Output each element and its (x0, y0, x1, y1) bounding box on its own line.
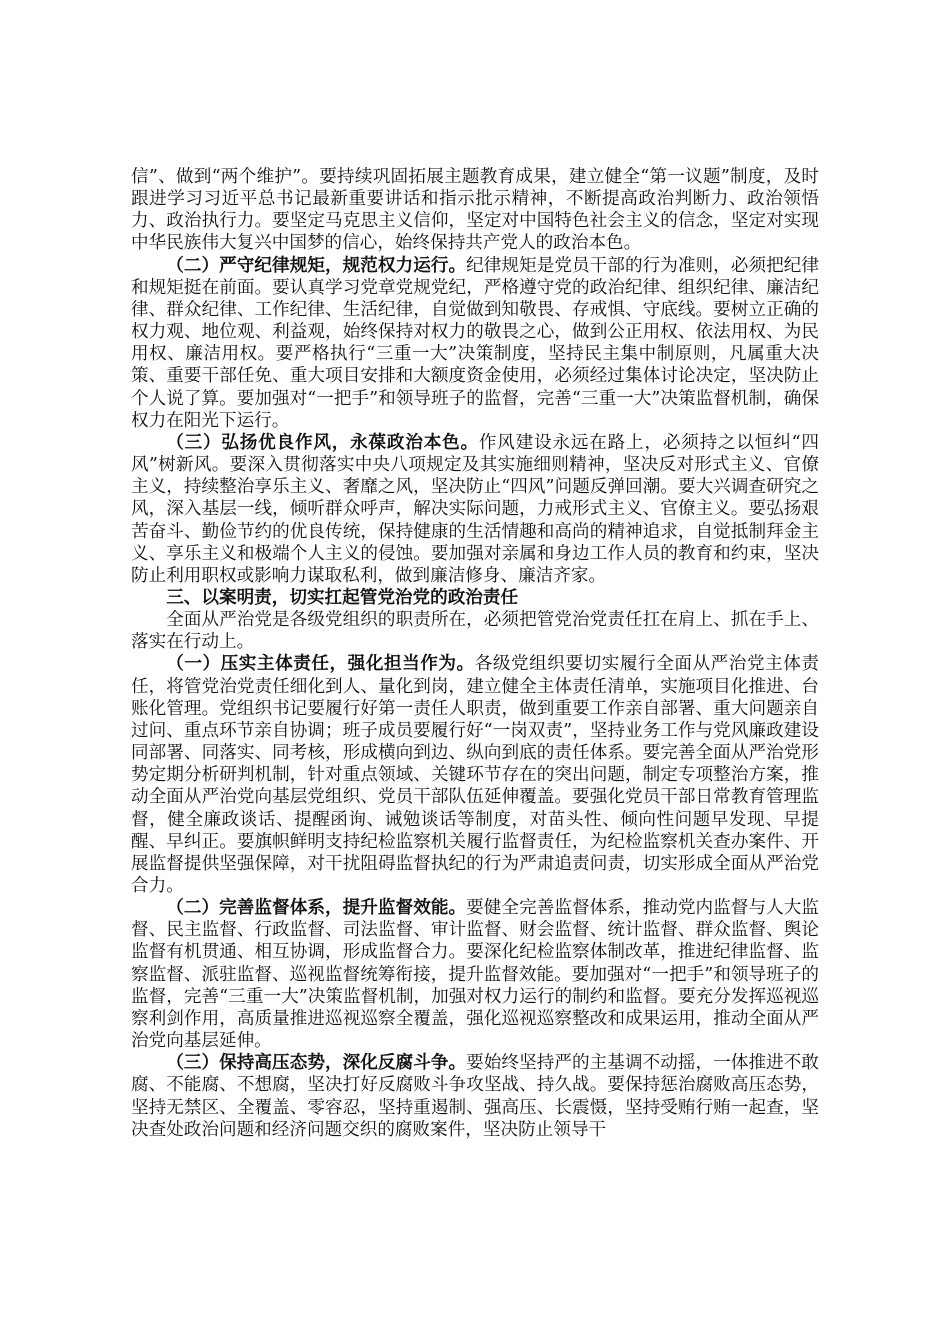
paragraph-main-responsibility-body: 各级党组织要切实履行全面从严治党主体责任，将管党治党责任细化到人、量化到岗，建立健全主体责任清单，实施项目化推进、台账化管理。党组织书记要履行好第一责任人职责，做到重要工作亲自部署、重大问题亲自过问、重点环节亲自协调；班子成员要履行好“一岗双责”，坚持业务工作与党风廉政建设同部署、同落实、同考核，形成横向到边、纵向到底的责任体系。要完善全面从严治党形势定期分析研判机制，针对重点领域、关键环节存在的突出问题，制定专项整治方案，推动全面从严治党向基层党组织、党员干部队伍延伸覆盖。要强化党员干部日常教育管理监督，健全廉政谈话、提醒函询、诫勉谈话等制度，对苗头性、倾向性问题早发现、早提醒、早纠正。要旗帜鲜明支持纪检监察机关履行监督责任，为纪检监察机关查办案件、开展监督提供坚强保障，对干扰阻碍监督执纪的行为严肃追责问责，切实形成全面从严治党合力。 (131, 654, 819, 896)
paragraph-political-loyalty: 信”、做到“两个维护”。要持续巩固拓展主题教育成果，建立健全“第一议题”制度，及时跟进学习习近平总书记最新重要讲话和指示批示精神，不断提高政治判断力、政治领悟力、政治执行力。要坚定马克思主义信仰，坚定对中国特色社会主义的信念，坚定对实现中华民族伟大复兴中国梦的信心，始终保持共产党人的政治本色。 (131, 167, 819, 254)
paragraph-anti-corruption (131, 1052, 819, 1141)
section-title-3: 三、以案明责，切实扛起管党治党的政治责任 (166, 586, 519, 608)
paragraph-main-responsibility (131, 653, 819, 897)
document-page (131, 166, 819, 1141)
paragraph-anti-corruption-body: 要始终坚持严的主基调不动摇，一体推进不敢腐、不能腐、不想腐，坚决打好反腐败斗争攻坚战、持久战。要保持惩治腐败高压态势，坚持无禁区、全覆盖、零容忍，坚持重遏制、强高压、长震慑，坚持受贿行贿一起查，坚决查处政治问题和经济问题交织的腐败案件，坚决防止领导干 (131, 1053, 819, 1140)
paragraph-discipline-body: 纪律规矩是党员干部的行为准则，必须把纪律和规矩挺在前面。要认真学习党章党规党纪，严格遵守党的政治纪律、组织纪律、廉洁纪律、群众纪律、工作纪律、生活纪律，自觉做到知敬畏、存戒惧、守底线。要树立正确的权力观、地位观、利益观，始终保持对权力的敬畏之心，做到公正用权、依法用权、为民用权、廉洁用权。要严格执行“三重一大”决策制度，坚持民主集中制原则，凡属重大决策、重要干部任免、重大项目安排和大额度资金使用，必须经过集体讨论决定，坚决防止个人说了算。要加强对“一把手”和领导班子的监督，完善“三重一大”决策监督机制，确保权力在阳光下运行。 (131, 255, 819, 431)
subheading-discipline: （二）严守纪律规矩，规范权力运行。 (166, 254, 467, 276)
paragraph-supervision-system (131, 897, 819, 1052)
paragraph-work-style-body: 作风建设永远在路上，必须持之以恒纠“四风”树新风。要深入贯彻落实中央八项规定及其实施细则精神，坚决反对形式主义、官僚主义，持续整治享乐主义、奢靡之风，坚决防止“四风”问题反弹回潮。要大兴调查研究之风，深入基层一线，倾听群众呼声，解决实际问题，力戒形式主义、官僚主义。要弘扬艰苦奋斗、勤俭节约的优良传统，保持健康的生活情趣和高尚的精神追求，自觉抵制拜金主义、享乐主义和极端个人主义的侵蚀。要加强对亲属和身边工作人员的教育和约束，坚决防止利用职权或影响力谋取私利，做到廉洁修身、廉洁齐家。 (131, 432, 819, 586)
paragraph-discipline (131, 255, 819, 432)
subheading-supervision-system: （二）完善监督体系，提升监督效能。 (166, 897, 467, 919)
paragraph-work-style (131, 432, 819, 587)
subheading-main-responsibility: （一）压实主体责任，强化担当作为。 (166, 653, 475, 675)
paragraph-supervision-system-body: 要健全完善监督体系，推动党内监督与人大监督、民主监督、行政监督、司法监督、审计监督、财会监督、统计监督、群众监督、舆论监督有机贯通、相互协调，形成监督合力。要深化纪检监察体制改革，推进纪律监督、监察监督、派驻监督、巡视监督统筹衔接，提升监督效能。要加强对“一把手”和领导班子的监督，完善“三重一大”决策监督机制，加强对权力运行的制约和监督。要充分发挥巡视巡察利剑作用，高质量推进巡视巡察全覆盖，强化巡视巡察整改和成果运用，推动全面从严治党向基层延伸。 (131, 898, 819, 1052)
subheading-work-style: （三）弘扬优良作风，永葆政治本色。 (166, 431, 479, 453)
subheading-anti-corruption: （三）保持高压态势，深化反腐斗争。 (166, 1052, 467, 1074)
paragraph-section-3-intro: 全面从严治党是各级党组织的职责所在，必须把管党治党责任扛在肩上、抓在手上、落实在行动上。 (131, 610, 819, 653)
